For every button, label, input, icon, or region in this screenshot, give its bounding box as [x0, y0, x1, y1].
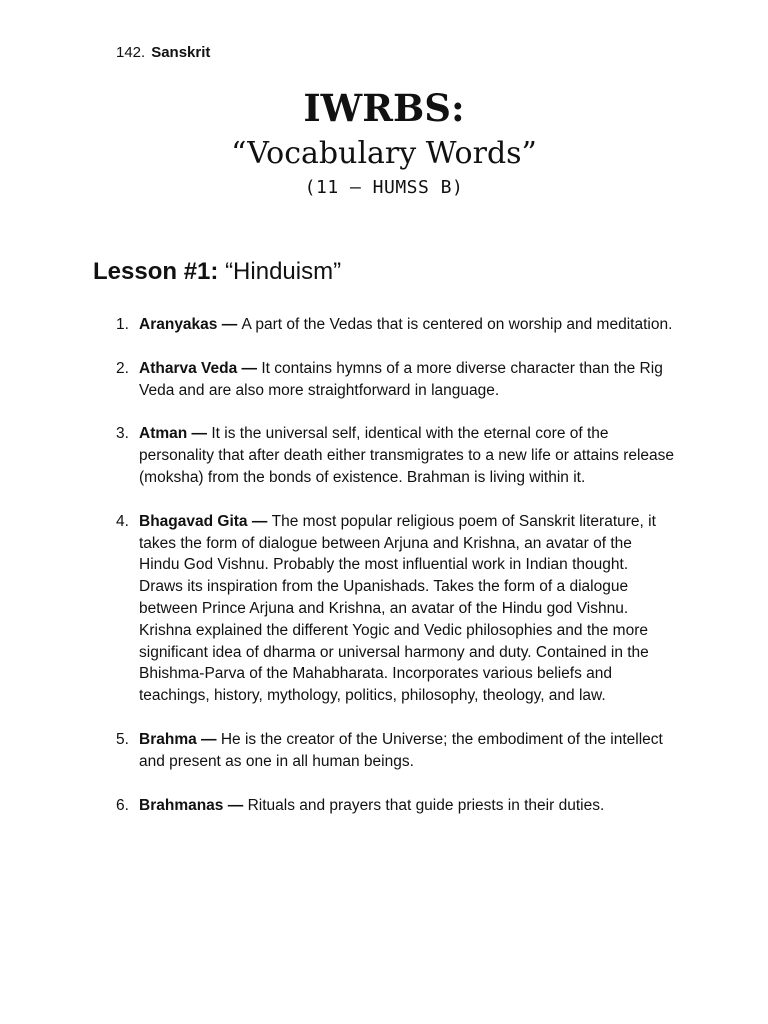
item-number: 2. — [116, 359, 129, 377]
item-body — [139, 511, 676, 707]
item-term: Bhagavad Gita — [139, 512, 248, 530]
item-dash: — — [223, 796, 248, 814]
lesson-topic: “Hinduism” — [225, 258, 342, 285]
item-term: Atharva Veda — [139, 359, 238, 377]
list-item — [116, 314, 676, 336]
item-dash: — — [217, 316, 242, 333]
item-body — [139, 358, 676, 402]
item-number: 6. — [116, 796, 129, 814]
item-dash: — — [247, 512, 272, 530]
item-definition: The most popular religious poem of Sanskrit literature, it takes the form of dialogue between Arjuna and Krishna, an avatar of the Hindu God Vishnu. Probably the most influential work in Indian thought. Draws its inspiration from the Upanishads. Takes the form of a dialogue between Prince Arjuna and Krishna, an avatar of the Hindu god Vishnu. Krishna explained the different Yogic and Vedic philosophies and the more significant idea of dharma or universal harmony and duty. Contained in the Bhishma-Parva of the Mahabharata. Incorporates various beliefs and teachings, history, mythology, politics, philosophy, theology, and law. — [139, 512, 656, 705]
item-dash: — — [237, 359, 262, 377]
item-number: 3. — [116, 425, 129, 443]
previous-item-number: 142. — [116, 44, 146, 61]
item-body — [139, 729, 676, 773]
list-item — [116, 423, 676, 488]
item-definition: He is the creator of the Universe; the embodiment of the intellect and present as one in all human beings. — [139, 730, 663, 770]
item-number: 1. — [116, 316, 129, 333]
item-dash: — — [196, 730, 221, 748]
item-number: 4. — [116, 512, 129, 530]
lesson-heading — [93, 256, 341, 288]
list-item — [116, 729, 676, 773]
item-body — [139, 795, 676, 817]
class-label: (11 — HUMSS B) — [304, 177, 464, 198]
item-dash: — — [187, 425, 212, 443]
item-term: Brahma — [139, 730, 197, 748]
item-definition: Rituals and prayers that guide priests in their duties. — [247, 796, 605, 814]
item-term: Aranyakas — [139, 316, 218, 333]
item-body — [139, 314, 676, 336]
item-term: Atman — [139, 425, 188, 443]
document-title: IWRBS: — [303, 86, 465, 130]
list-item — [116, 358, 676, 402]
item-definition: A part of the Vedas that is centered on worship and meditation. — [241, 316, 673, 333]
previous-item-term: Sanskrit — [151, 44, 211, 61]
item-definition: It contains hymns of a more diverse character than the Rig Veda and are also more straightforward in language. — [139, 359, 663, 399]
item-term: Brahmanas — [139, 796, 224, 814]
vocabulary-list — [116, 314, 676, 838]
item-definition: It is the universal self, identical with the eternal core of the personality that after death either transmigrates to a new life or attains release (moksha) from the bonds of existence. Brahman is living within it. — [139, 425, 675, 486]
item-number: 5. — [116, 730, 129, 748]
list-item — [116, 511, 676, 707]
lesson-label: Lesson #1: — [93, 258, 219, 285]
item-body — [139, 423, 676, 488]
list-item — [116, 795, 676, 817]
previous-list-item — [116, 44, 210, 62]
document-subtitle: “Vocabulary Words” — [231, 136, 537, 171]
